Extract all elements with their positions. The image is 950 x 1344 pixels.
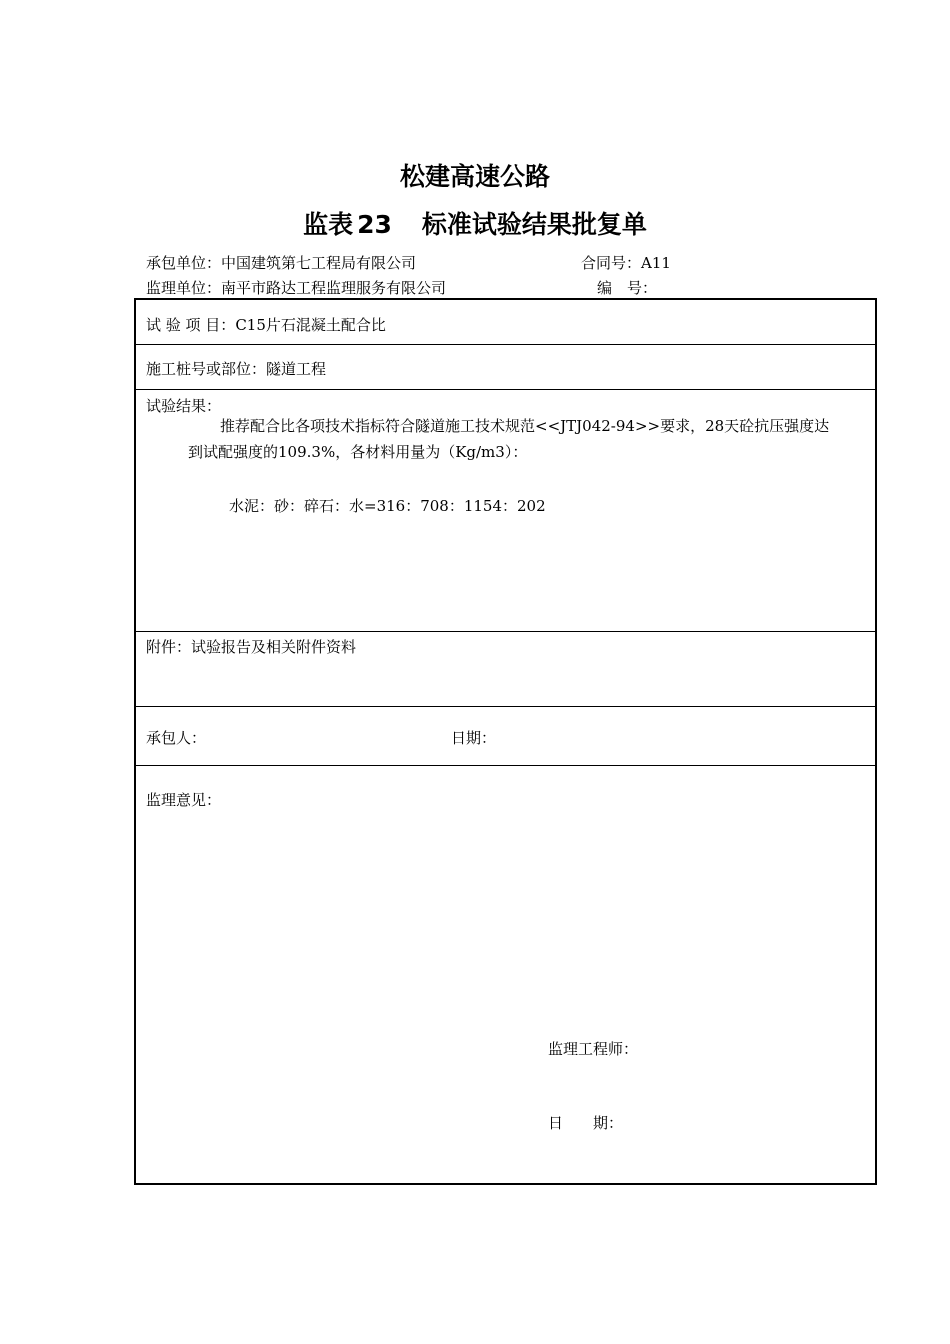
contractor-date-label: 日期： [451,729,497,747]
location-label: 施工桩号或部位： [146,360,267,378]
contract-no-line [581,252,671,273]
contractor-value: 中国建筑第七工程局有限公司 [221,254,417,272]
result-label: 试验结果： [146,397,222,415]
attachment-label: 附件： [146,638,192,656]
attachment-field [146,636,356,657]
approval-form [134,298,877,1185]
location-field [146,358,326,379]
test-result-row [136,390,875,632]
test-item-value: C15片石混凝土配合比 [235,316,386,334]
form-title [0,205,950,241]
test-item-row [136,300,875,345]
contractor-label: 承包单位： [146,254,222,272]
location-value: 隧道工程 [266,360,327,378]
form-code-number: 23 [357,210,392,239]
result-line-1: 推荐配合比各项技术指标符合隧道施工技术规范<<JTJ042-94>>要求，28天砼抗压强度达 [220,417,830,435]
supervisor-label: 监理单位： [146,279,222,297]
attachment-row [136,632,875,707]
contract-no-value: A11 [641,254,671,272]
mix-ratio: 水泥：砂：碎石：水=316：708：1154：202 [229,497,546,515]
project-title: 松建高速公路 [399,162,550,191]
contractor-sign-label: 承包人： [146,729,207,747]
serial-no-label: 编 号： [597,279,658,297]
test-item-label: 试 验 项 目： [146,316,236,334]
location-row [136,345,875,390]
supervisor-value: 南平市路达工程监理服务有限公司 [221,279,447,297]
opinion-label: 监理意见： [146,791,222,809]
attachment-value: 试验报告及相关附件资料 [191,638,357,656]
form-code-label: 监表 [303,210,354,239]
contractor-line [146,252,416,273]
contractor-sign-row [136,707,875,766]
engineer-label: 监理工程师： [548,1040,639,1058]
engineer-date-label: 日 期： [548,1114,624,1132]
result-line-2: 到试配强度的109.3%，各材料用量为（Kg/m3）： [188,443,528,461]
test-item-field [146,314,386,335]
contract-no-label: 合同号： [581,254,642,272]
form-title-text: 标准试验结果批复单 [421,210,647,239]
supervisor-opinion-row [136,766,875,1183]
supervisor-line [146,277,446,298]
